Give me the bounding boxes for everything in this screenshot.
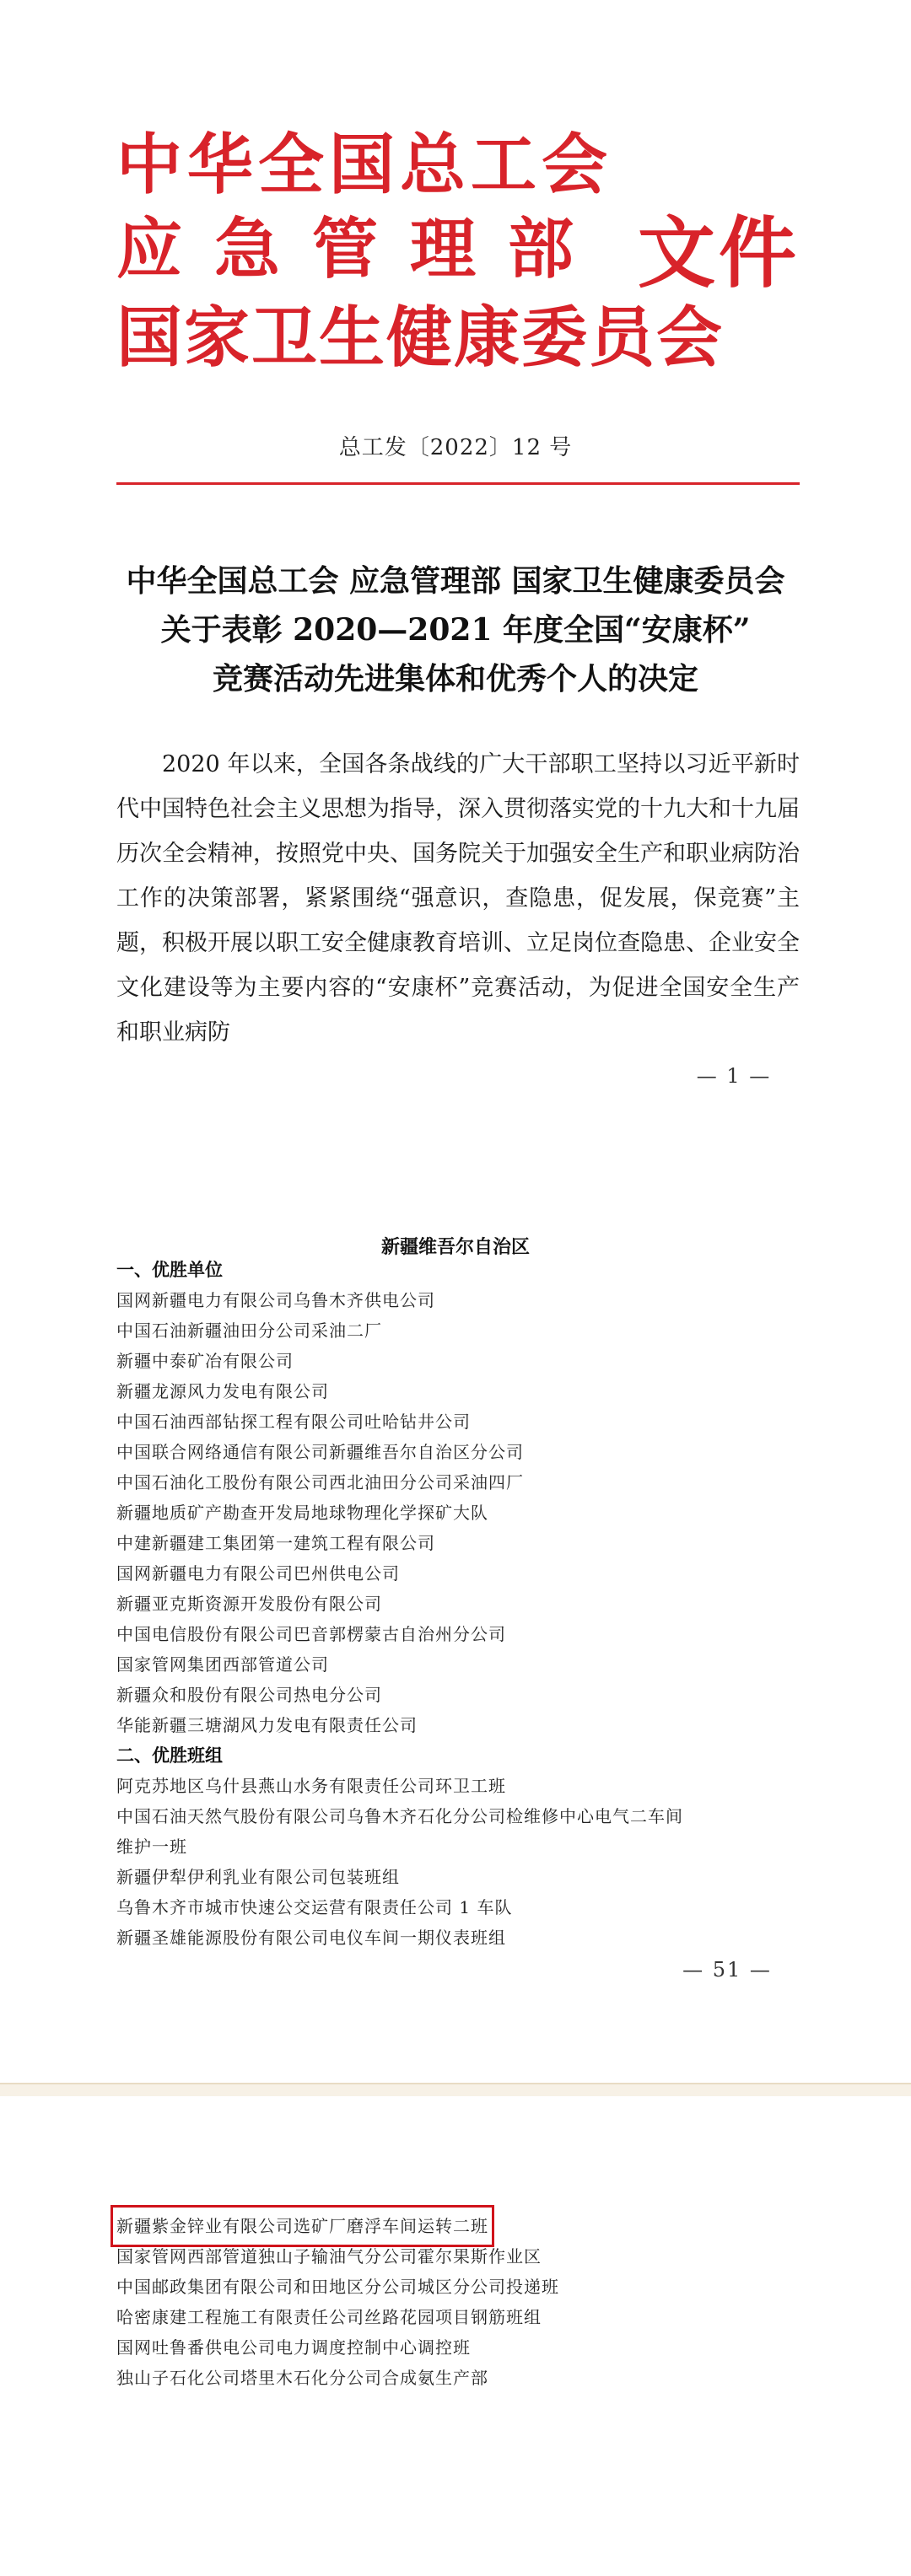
list-item: 新疆伊犁伊利乳业有限公司包装班组 — [116, 1867, 400, 1887]
list-item: 国家管网集团西部管道公司 — [116, 1654, 329, 1675]
list-item: 国网吐鲁番供电公司电力调度控制中心调控班 — [116, 2337, 471, 2358]
document-suffix: 文件 — [637, 207, 800, 298]
document-page-1 — [0, 0, 911, 1172]
issuing-agencies — [116, 126, 800, 379]
highlight-box: 新疆紫金锌业有限公司选矿厂磨浮车间运转二班 — [116, 2211, 488, 2241]
list-item: 新疆中泰矿冶有限公司 — [116, 1351, 294, 1371]
document-number: 总工发〔2022〕12 号 — [338, 435, 573, 460]
list-item: 中国石油天然气股份有限公司乌鲁木齐石化分公司检维修中心电气二车间 — [116, 1806, 683, 1826]
list-item: 中国邮政集团有限公司和田地区分公司城区分公司投递班 — [116, 2277, 559, 2297]
document-page-52 — [0, 2096, 911, 2576]
agency-health-commission: 国家卫生健康委员会 — [116, 299, 725, 376]
list-item: 中国石油新疆油田分公司采油二厂 — [116, 1320, 382, 1341]
list-item: 国家管网西部管道独山子输油气分公司霍尔果斯作业区 — [116, 2246, 542, 2267]
list-item: 中国电信股份有限公司巴音郭楞蒙古自治州分公司 — [116, 1624, 506, 1644]
list-item-highlighted — [116, 2211, 808, 2241]
body-paragraph: 2020 年以来，全国各条战线的广大干部职工坚持以习近平新时代中国特色社会主义思想为指导，深入贯彻落实党的十九大和十九届历次全会精神，按照党中央、国务院关于加强安全生产和职业病防治工作的决策部署，紧紧围绕“强意识，查隐患，促发展，保竞赛”主题，积极开展以职工安全健康教育培训、立足岗位查隐患、企业安全文化建设等为主要内容的“安康杯”竞赛活动，为促进全国安全生产和职业病防 — [116, 751, 800, 1046]
list-item: 哈密康建工程施工有限责任公司丝路花园项目钢筋班组 — [116, 2307, 542, 2327]
list-item: 阿克苏地区乌什县燕山水务有限责任公司环卫工班 — [116, 1776, 506, 1796]
page-number: — 51 — — [682, 1958, 772, 1982]
list-item: 新疆亚克斯资源开发股份有限公司 — [116, 1594, 382, 1614]
title-line-2: 关于表彰 2020—2021 年度全国“安康杯” — [160, 612, 751, 648]
list-item: 中建新疆建工集团第一建筑工程有限公司 — [116, 1533, 435, 1553]
title-line-1: 中华全国总工会 应急管理部 国家卫生健康委员会 — [126, 563, 785, 599]
list-item: 中国联合网络通信有限公司新疆维吾尔自治区分公司 — [116, 1442, 524, 1462]
list-item: 独山子石化公司塔里木石化分公司合成氨生产部 — [116, 2368, 488, 2388]
list-item: 国网新疆电力有限公司乌鲁木齐供电公司 — [116, 1290, 435, 1310]
list-item: 新疆众和股份有限公司热电分公司 — [116, 1685, 382, 1705]
list-item: 新疆龙源风力发电有限公司 — [116, 1381, 329, 1401]
document-page-51 — [0, 1172, 911, 2083]
red-divider-line — [116, 482, 800, 485]
page-separator — [0, 2083, 911, 2096]
agency-emergency-management: 应急管理部 — [116, 211, 606, 288]
list-item: 国网新疆电力有限公司巴州供电公司 — [116, 1563, 400, 1584]
list-item: 新疆圣雄能源股份有限公司电仪车间一期仪表班组 — [116, 1928, 506, 1948]
list-item: 新疆地质矿产勘查开发局地球物理化学探矿大队 — [116, 1503, 488, 1523]
list-item: 中国石油西部钻探工程有限公司吐哈钻井公司 — [116, 1412, 471, 1432]
list-item: 中国石油化工股份有限公司西北油田分公司采油四厂 — [116, 1472, 524, 1492]
award-list — [116, 1255, 808, 1953]
region-title: 新疆维吾尔自治区 — [380, 1237, 530, 1258]
award-list-continued — [116, 2211, 808, 2393]
agency-acftu: 中华全国总工会 — [116, 126, 613, 203]
list-item: 华能新疆三塘湖风力发电有限责任公司 — [116, 1715, 418, 1735]
section-heading-units: 一、优胜单位 — [116, 1260, 223, 1280]
list-item: 乌鲁木齐市城市快速公交运营有限责任公司 1 车队 — [116, 1897, 513, 1917]
document-title — [0, 557, 911, 703]
page-number: — 1 — — [696, 1064, 772, 1088]
list-item: 维护一班 — [116, 1837, 187, 1857]
title-line-3: 竞赛活动先进集体和优秀个人的决定 — [212, 661, 698, 696]
section-heading-teams: 二、优胜班组 — [116, 1745, 223, 1766]
